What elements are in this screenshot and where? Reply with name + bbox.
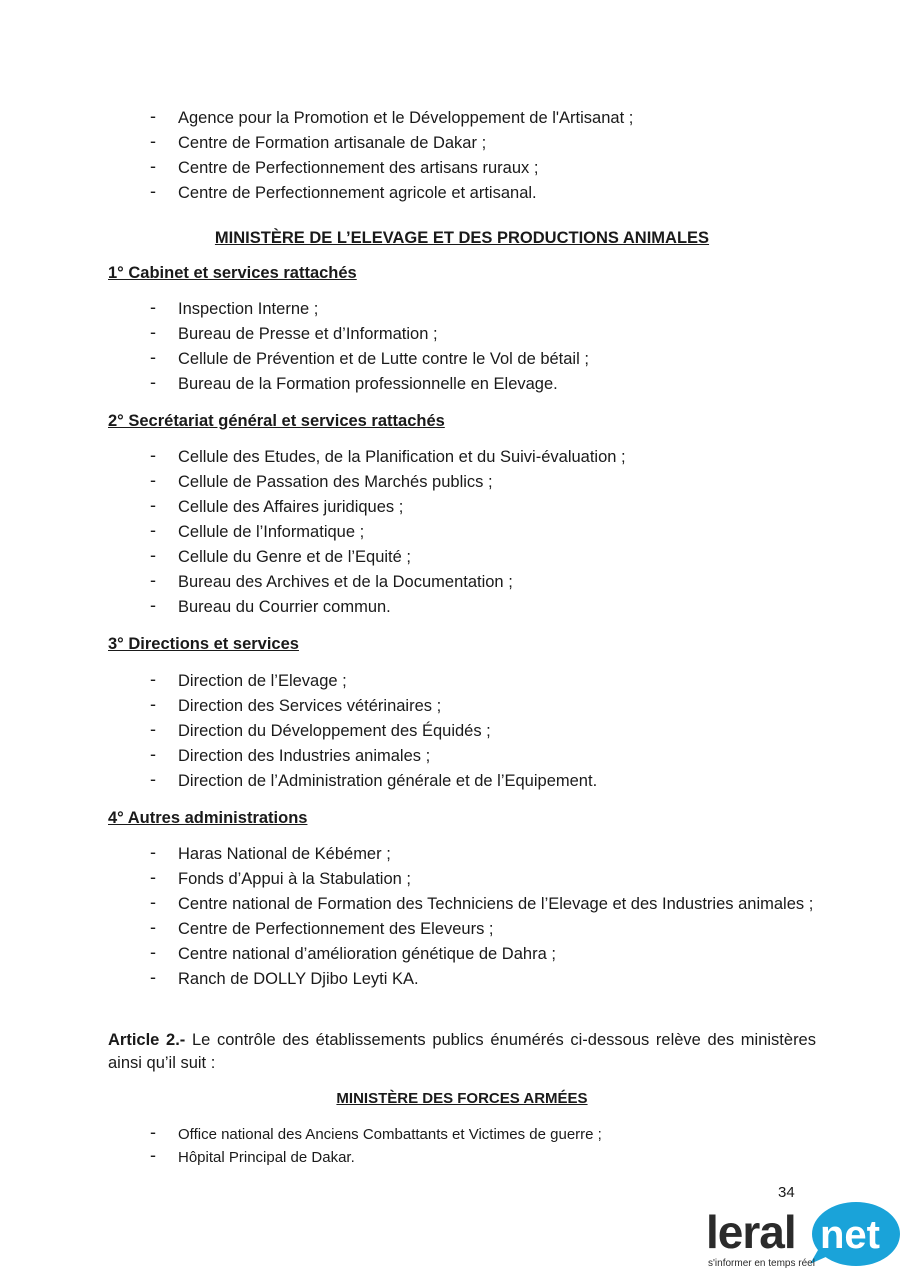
list-item: - Direction du Développement des Équidés ; — [150, 719, 816, 744]
ministry-elevage-heading: MINISTÈRE DE L’ELEVAGE ET DES PRODUCTIONS ANIMALES — [214, 229, 710, 247]
leral-net-logo — [706, 1200, 902, 1272]
list-item: - Centre de Formation artisanale de Dakar ; — [150, 131, 816, 156]
leral-net-logo-icon — [706, 1200, 902, 1272]
list-item: - Centre de Perfectionnement des artisans ruraux ; — [150, 156, 816, 181]
list-item: - Direction des Services vétérinaires ; — [150, 694, 816, 719]
list-item: - Fonds d’Appui à la Stabulation ; — [150, 867, 816, 892]
article-paragraph — [108, 1029, 816, 1075]
logo-text-leral: leral — [706, 1206, 796, 1258]
artisanat-list — [150, 106, 816, 206]
section4-list — [150, 842, 816, 992]
list-item: - Cellule des Etudes, de la Planification et du Suivi-évaluation ; — [150, 445, 816, 470]
section4-heading: 4° Autres administrations — [108, 809, 308, 827]
list-item: - Bureau des Archives et de la Documentation ; — [150, 570, 816, 595]
list-item: - Centre national d’amélioration génétique de Dahra ; — [150, 942, 816, 967]
list-item: - Hôpital Principal de Dakar. — [150, 1146, 816, 1169]
list-item: - Direction des Industries animales ; — [150, 744, 816, 769]
section3-list — [150, 669, 816, 794]
logo-tagline: s'informer en temps réel — [708, 1258, 815, 1269]
list-item: - Cellule de l’Informatique ; — [150, 520, 816, 545]
list-item: - Cellule de Prévention et de Lutte contre le Vol de bétail ; — [150, 347, 816, 372]
list-item: - Centre de Perfectionnement des Eleveurs ; — [150, 917, 816, 942]
page-number: 34 — [778, 1184, 795, 1201]
list-item: - Inspection Interne ; — [150, 297, 816, 322]
list-item: - Bureau de la Formation professionnelle en Elevage. — [150, 372, 816, 397]
article-label: Article 2.- — [108, 1031, 186, 1049]
list-item: - Bureau du Courrier commun. — [150, 595, 816, 620]
section3-heading: 3° Directions et services — [108, 635, 299, 653]
list-item: - Agence pour la Promotion et le Développement de l'Artisanat ; — [150, 106, 816, 131]
list-item: - Office national des Anciens Combattants et Victimes de guerre ; — [150, 1123, 816, 1146]
list-item: - Haras National de Kébémer ; — [150, 842, 816, 867]
list-item: - Centre de Perfectionnement agricole et artisanal. — [150, 181, 816, 206]
list-item: - Cellule du Genre et de l’Equité ; — [150, 545, 816, 570]
list-item: - Bureau de Presse et d’Information ; — [150, 322, 816, 347]
ministry-forces-heading: MINISTÈRE DES FORCES ARMÉES — [336, 1090, 588, 1107]
list-item: - Direction de l’Elevage ; — [150, 669, 816, 694]
list-item: - Cellule de Passation des Marchés publics ; — [150, 470, 816, 495]
section1-heading: 1° Cabinet et services rattachés — [108, 264, 357, 282]
section2-list — [150, 445, 816, 620]
list-item: - Centre national de Formation des Techniciens de l’Elevage et des Industries animales ; — [150, 892, 816, 917]
logo-text-net: net — [820, 1213, 880, 1257]
list-item: - Direction de l’Administration générale et de l’Equipement. — [150, 769, 816, 794]
article-text: Le contrôle des établissements publics énumérés ci-dessous relève des ministères ainsi qu’il suit : — [108, 1031, 816, 1072]
section2-heading: 2° Secrétariat général et services rattachés — [108, 412, 445, 430]
forces-list — [150, 1123, 816, 1169]
list-item: - Cellule des Affaires juridiques ; — [150, 495, 816, 520]
section1-list — [150, 297, 816, 397]
list-item: - Ranch de DOLLY Djibo Leyti KA. — [150, 967, 816, 992]
